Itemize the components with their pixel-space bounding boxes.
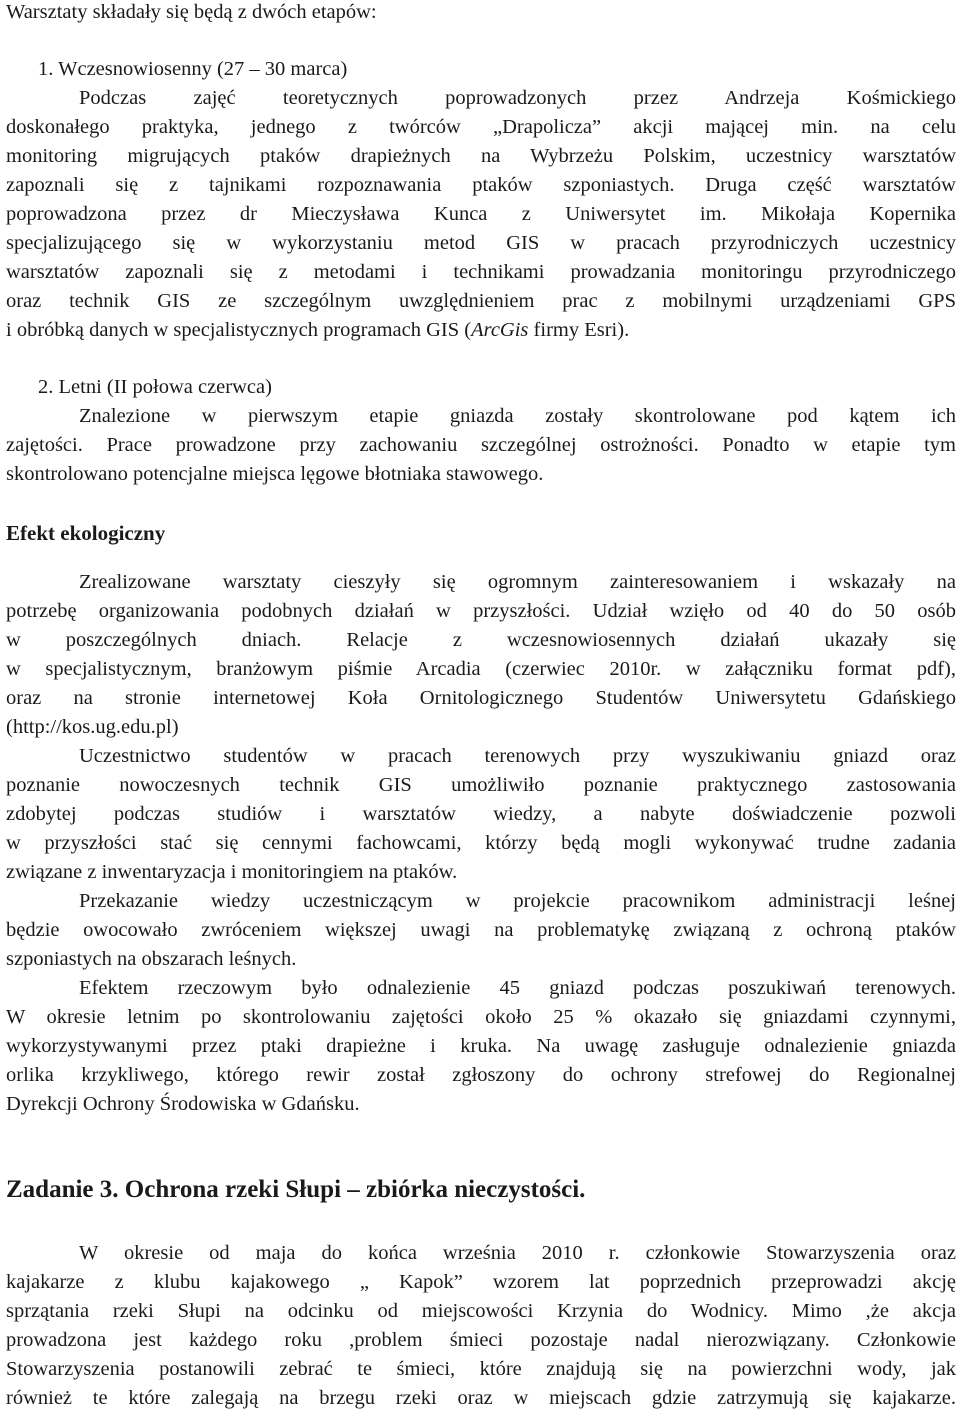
stage1-title: 1. Wczesnowiosenny (27 – 30 marca) (38, 58, 348, 80)
task3-line: prowadzona jest każdego roku ,problem śmieci pozostaje nadal nierozwiązany. Członkowie (6, 1329, 956, 1351)
effect-p1-line: w poszczególnych dniach. Relacje z wczesnowiosennych działań ukazały się (6, 629, 956, 651)
effect-p1-line: (http://kos.ug.edu.pl) (6, 716, 179, 738)
task3-line: W okresie od maja do końca września 2010 r. członkowie Stowarzyszenia oraz (79, 1242, 956, 1264)
effect-p1-line: Zrealizowane warsztaty cieszyły się ogromnym zainteresowaniem i wskazały na (79, 571, 956, 593)
effect-p3-line: będzie owocowało zwróceniem większej uwagi na problematykę związaną z ochroną ptaków (6, 919, 956, 941)
stage2-line: Znalezione w pierwszym etapie gniazda zostały skontrolowane pod kątem ich (79, 405, 956, 427)
effect-p2-line: Uczestnictwo studentów w pracach terenowych przy wyszukiwaniu gniazd oraz (79, 745, 956, 767)
stage2-line: skontrolowano potencjalne miejsca lęgowe błotniaka stawowego. (6, 463, 544, 485)
effect-p1-line: potrzebę organizowania podobnych działań w przyszłości. Udział wzięło od 40 do 50 osób (6, 600, 956, 622)
task3-line: sprzątania rzeki Słupi na odcinku od miejscowości Krzynia do Wodnicy. Mimo ,że akcja (6, 1300, 956, 1322)
stage1-line: warsztatów zapoznali się z metodami i technikami prowadzania monitoringu przyrodniczego (6, 261, 956, 283)
effect-p1-line: oraz na stronie internetowej Koła Ornitologicznego Studentów Uniwersytetu Gdańskiego (6, 687, 956, 709)
stage1-line: Podczas zajęć teoretycznych poprowadzonych przez Andrzeja Kośmickiego (79, 87, 956, 109)
stage1-line: oraz technik GIS ze szczególnym uwzględnieniem prac z mobilnymi urządzeniami GPS (6, 290, 956, 312)
effect-p2-line: zdobytej podczas studiów i warsztatów wiedzy, a nabyte doświadczenie pozwoli (6, 803, 956, 825)
stage1-last-italic: ArcGis (471, 319, 529, 341)
stage1-line: specjalizującego się w wykorzystaniu metod GIS w pracach przyrodniczych uczestnicy (6, 232, 956, 254)
stage2-title: 2. Letni (II połowa czerwca) (38, 376, 272, 398)
stage1-last-before: i obróbką danych w specjalistycznych programach GIS ( (6, 319, 472, 341)
stage1-line: monitoring migrujących ptaków drapieżnych na Wybrzeżu Polskim, uczestnicy warsztatów (6, 145, 956, 167)
stage2-line: zajętości. Prace prowadzone przy zachowaniu szczególnej ostrożności. Ponadto w etapie tym (6, 434, 956, 456)
task3-line: Stowarzyszenia postanowili zebrać te śmieci, które znajdują się na powierzchni wody, jak (6, 1358, 956, 1380)
effect-p4-line: Dyrekcji Ochrony Środowiska w Gdańsku. (6, 1093, 360, 1115)
effect-p3-line: szponiastych na obszarach leśnych. (6, 948, 297, 970)
effect-p4-line: Efektem rzeczowym było odnalezienie 45 gniazd podczas poszukiwań terenowych. (79, 977, 956, 999)
effect-p2-line: w przyszłości stać się cennymi fachowcami, którzy będą mogli wykonywać trudne zadania (6, 832, 956, 854)
effect-p4-line: wykorzystywanymi przez ptaki drapieżne i kruka. Na uwagę zasługuje odnalezienie gniazda (6, 1035, 956, 1057)
task3-line: również te które zalegają na brzegu rzeki oraz w miejscach gdzie zatrzymują się kajakarze. (6, 1387, 956, 1409)
task3-heading: Zadanie 3. Ochrona rzeki Słupi – zbiórka nieczystości. (6, 1176, 586, 1203)
intro-text: Warsztaty składały się będą z dwóch etapów: (6, 1, 377, 23)
effect-p4-line: orlika krzykliwego, którego rewir został zgłoszony do ochrony strefowej do Regionalnej (6, 1064, 956, 1086)
stage1-last-after: firmy Esri). (528, 319, 630, 341)
effect-p4-line: W okresie letnim po skontrolowaniu zajętości około 25 % okazało się gniazdami czynnymi, (6, 1006, 956, 1028)
task3-line: kajakarze z klubu kajakowego „ Kapok” wzorem lat poprzednich przeprowadzi akcję (6, 1271, 956, 1293)
stage1-line: doskonałego praktyka, jednego z twórców „Drapolicza” akcji mającej min. na celu (6, 116, 956, 138)
stage1-line: poprowadzona przez dr Mieczysława Kunca z Uniwersytet im. Mikołaja Kopernika (6, 203, 956, 225)
effect-heading: Efekt ekologiczny (6, 521, 166, 545)
stage1-line: zapoznali się z tajnikami rozpoznawania ptaków szponiastych. Druga część warsztatów (6, 174, 956, 196)
effect-p2-line: związane z inwentaryzacja i monitoringiem na ptaków. (6, 861, 458, 883)
stage1-last-line (6, 318, 629, 342)
effect-p1-line: w specjalistycznym, branżowym piśmie Arcadia (czerwiec 2010r. w załączniku format pdf), (6, 658, 956, 680)
effect-p2-line: poznanie nowoczesnych technik GIS umożliwiło poznanie praktycznego zastosowania (6, 774, 956, 796)
effect-p3-line: Przekazanie wiedzy uczestniczącym w projekcie pracownikom administracji leśnej (79, 890, 956, 912)
